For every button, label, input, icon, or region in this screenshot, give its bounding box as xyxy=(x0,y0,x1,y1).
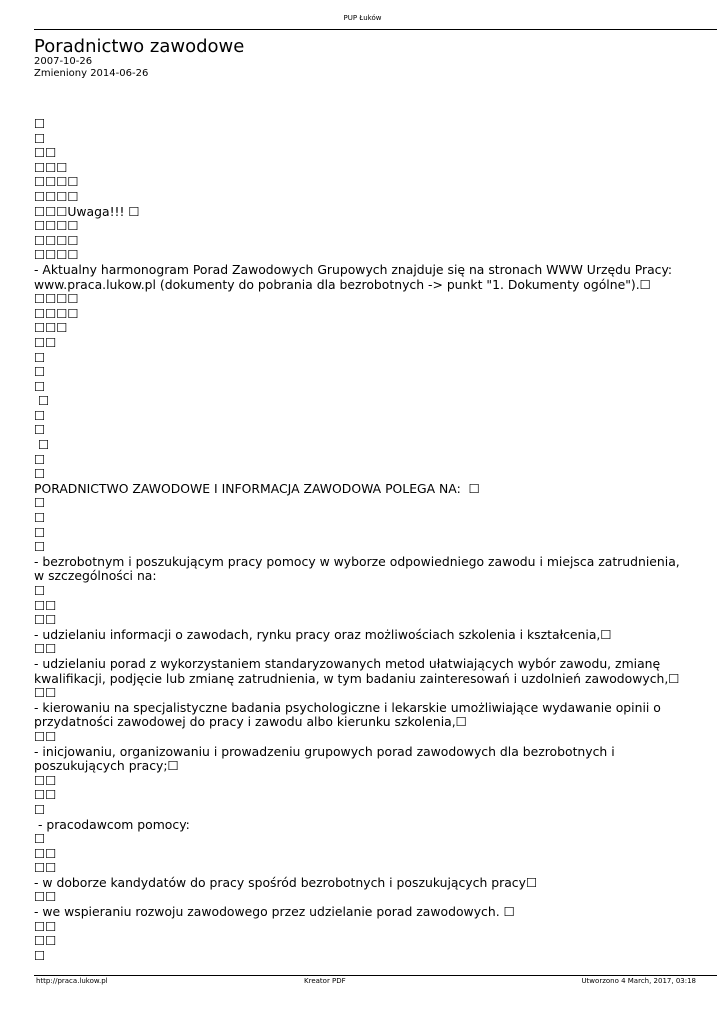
body-line: ☐☐☐Uwaga!!! ☐ xyxy=(34,203,140,219)
body-line: ☐ xyxy=(34,831,46,847)
body-line: ☐☐ xyxy=(34,597,57,613)
body-line: - udzielaniu informacji o zawodach, rynku pracy oraz możliwościach szkolenia i kształcenia,☐ xyxy=(34,626,612,642)
body-line: ☐☐☐☐ xyxy=(34,218,79,234)
page-header: PUP Łuków xyxy=(343,14,382,22)
body-line: ☐☐☐ xyxy=(34,159,68,175)
footer-created-date: Utworzono 4 March, 2017, 03:18 xyxy=(581,977,696,985)
footer-url: http://praca.lukow.pl xyxy=(36,977,108,985)
modified-date: Zmieniony 2014-06-26 xyxy=(34,68,149,79)
body-line: ☐☐ xyxy=(34,845,57,861)
created-date: 2007-10-26 xyxy=(34,56,93,67)
body-line: - pracodawcom pomocy: xyxy=(34,816,190,832)
document-meta xyxy=(34,56,148,80)
body-line: ☐☐☐☐ xyxy=(34,174,79,190)
body-line: ☐ xyxy=(34,510,46,526)
body-line: ☐ xyxy=(34,451,46,467)
body-line: ☐☐☐ xyxy=(34,320,68,336)
body-line: - kierowaniu na specjalistyczne badania psychologiczne i lekarskie umożliwiające wydawanie opinii o przydatności zawodowej do pracy i zawodu albo kierunku szkolenia,☐ xyxy=(34,699,661,730)
footer-divider xyxy=(34,975,717,976)
body-line: ☐ xyxy=(34,364,46,380)
body-line: - w doborze kandydatów do pracy spośród bezrobotnych i poszukujących pracy☐ xyxy=(34,874,538,890)
body-line: ☐ xyxy=(34,437,50,453)
body-line: ☐ xyxy=(34,466,46,482)
body-line: ☐☐ xyxy=(34,685,57,701)
body-line: ☐☐☐☐ xyxy=(34,291,79,307)
body-line: ☐☐ xyxy=(34,889,57,905)
body-line: ☐☐☐☐ xyxy=(34,188,79,204)
body-line: ☐☐☐☐ xyxy=(34,247,79,263)
body-line: ☐☐ xyxy=(34,787,57,803)
body-line: ☐☐ xyxy=(34,918,57,934)
document-body xyxy=(34,117,684,963)
body-line: PORADNICTWO ZAWODOWE I INFORMACJA ZAWODOWA POLEGA NA: ☐ xyxy=(34,480,480,496)
body-line: ☐☐ xyxy=(34,772,57,788)
body-line: ☐ xyxy=(34,539,46,555)
body-line: ☐ xyxy=(34,422,46,438)
body-line: ☐ xyxy=(34,801,46,817)
footer-generator: Kreator PDF xyxy=(304,977,346,985)
body-line: - Aktualny harmonogram Porad Zawodowych Grupowych znajduje się na stronach WWW Urzędu Pracy: www.praca.lukow.pl (dokumenty do pobrania dla bezrobotnych -> punkt "1. Dokumenty ogólne").☐ xyxy=(34,261,673,292)
body-line: ☐ xyxy=(34,583,46,598)
body-line: - inicjowaniu, organizowaniu i prowadzeniu grupowych porad zawodowych dla bezrobotnych i poszukujących pracy;☐ xyxy=(34,743,615,774)
body-line: ☐ xyxy=(34,407,46,423)
body-line: ☐ xyxy=(34,378,46,394)
body-line: ☐☐ xyxy=(34,728,57,744)
body-line: - bezrobotnym i poszukującym pracy pomocy w wyborze odpowiedniego zawodu i miejsca zatrudnienia, w szczególności na: xyxy=(34,553,680,584)
body-line: ☐☐ xyxy=(34,334,57,350)
page-title: Poradnictwo zawodowe xyxy=(34,36,245,57)
body-line: ☐☐ xyxy=(34,860,57,876)
body-line: ☐ xyxy=(34,393,50,409)
body-line: ☐ xyxy=(34,130,46,146)
body-line: ☐☐ xyxy=(34,612,57,628)
header-divider xyxy=(34,29,717,30)
body-line: ☐☐☐☐ xyxy=(34,232,79,248)
body-line: - udzielaniu porad z wykorzystaniem standaryzowanych metod ułatwiających wybór zawodu, zmianę kwalifikacji, podjęcie lub zmianę zatrudnienia, w tym badaniu zainteresowań i uzdolnień zawodowych,☐ xyxy=(34,655,680,686)
body-line: ☐ xyxy=(34,524,46,540)
body-line: ☐☐ xyxy=(34,145,57,161)
body-line: ☐ xyxy=(34,116,46,131)
body-line: ☐☐☐☐ xyxy=(34,305,79,321)
body-line: ☐ xyxy=(34,495,46,511)
body-line: - we wspieraniu rozwoju zawodowego przez udzielanie porad zawodowych. ☐ xyxy=(34,904,515,920)
body-line: ☐ xyxy=(34,947,46,963)
body-line: ☐☐ xyxy=(34,641,57,657)
body-line: ☐☐ xyxy=(34,933,57,949)
body-line: ☐ xyxy=(34,349,46,365)
